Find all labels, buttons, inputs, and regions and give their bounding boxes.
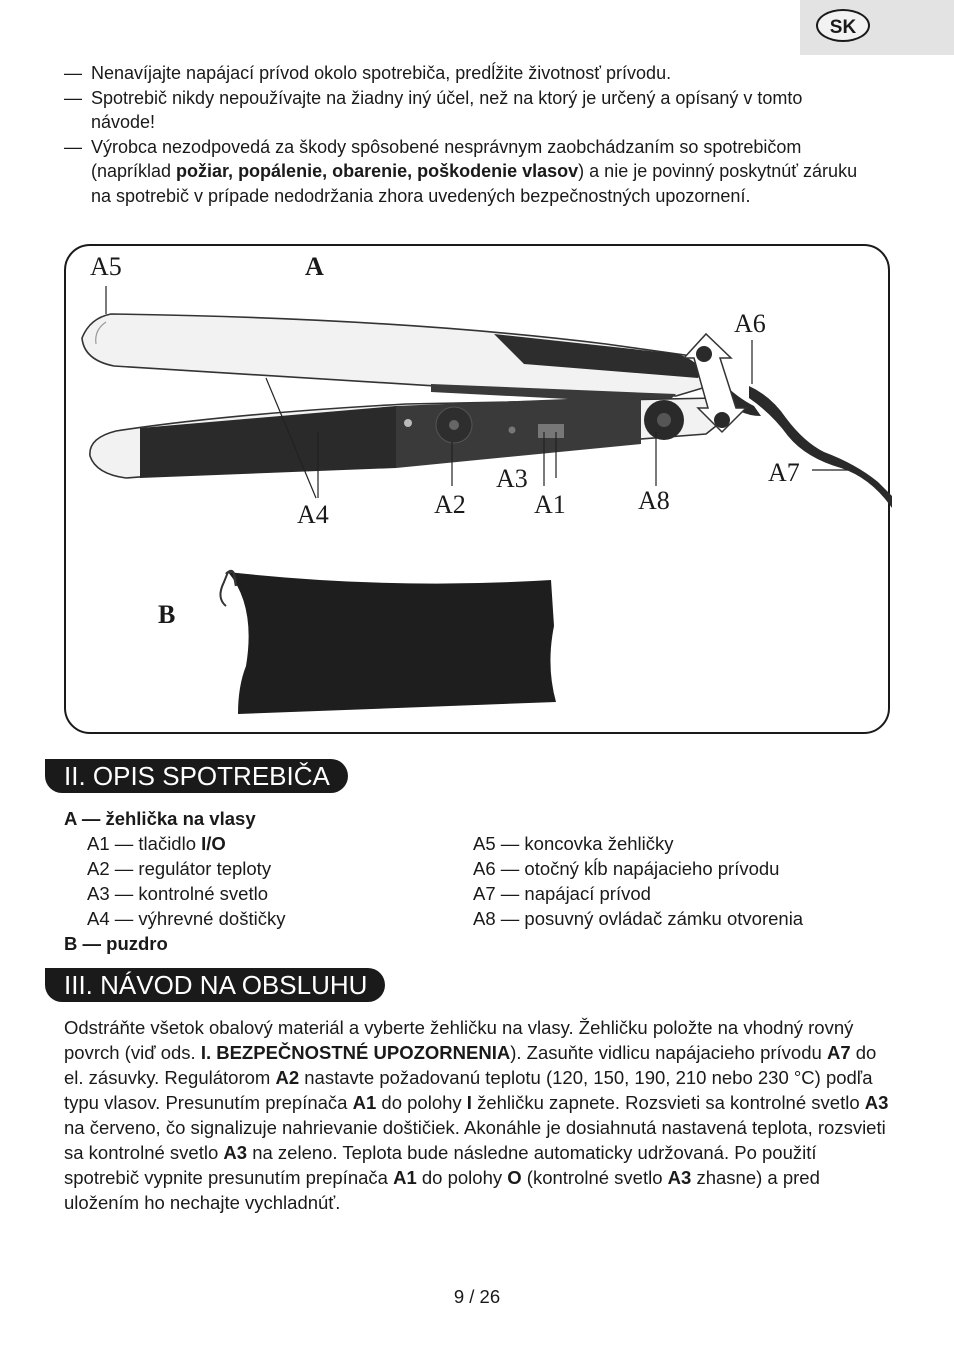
list-item: A2 — regulátor teploty — [87, 858, 272, 879]
list-item-bold: I/O — [201, 833, 226, 854]
warning-bold-text: požiar, popálenie, obarenie, poškodenie vlasov — [176, 161, 579, 181]
instruction-text-run: ). Zasuňte vidlicu napájacieho prívodu — [510, 1042, 827, 1063]
label-a7: A7 — [768, 458, 800, 487]
warning-text: ) a nie je povinný poskytnúť záruku na spotrebič v prípade nedodržania zhora uvedených bezpečnostných upozornení. — [91, 161, 858, 206]
instruction-text-run: zhasne) a pred uložením ho nechajte vychladnúť. — [64, 1167, 820, 1213]
instruction-bold-run: A3 — [667, 1167, 692, 1188]
instruction-text-run: žehličku zapnete. Rozsvieti sa kontrolné svetlo — [471, 1092, 865, 1113]
instruction-bold-run: O — [507, 1167, 522, 1188]
list-item — [64, 831, 464, 856]
instruction-bold-run: I. BEZPEČNOSTNÉ UPOZORNENIA — [200, 1042, 511, 1063]
warning-dash: — — [64, 63, 82, 83]
language-badge: SK — [816, 9, 870, 42]
group-b-heading: B — puzdro — [64, 933, 168, 954]
label-a4: A4 — [297, 500, 329, 529]
group-a-heading: A — žehlička na vlasy — [64, 808, 256, 829]
parts-list-right — [473, 831, 893, 931]
warning-dash: — — [64, 136, 82, 157]
instruction-text-run: na zeleno. Teplota bude následne automaticky udržovaná. Po použití spotrebič vypnite presunutím prepínača — [64, 1142, 817, 1188]
list-item: A7 — napájací prívod — [473, 883, 651, 904]
instructions-paragraph — [64, 1015, 894, 1215]
warning-text: Výrobca nezodpovedá za škody spôsobené nesprávnym zaobchádzaním so spotrebičom (napríklad — [91, 136, 802, 181]
instruction-bold-run: I — [466, 1092, 472, 1113]
pouch-illustration — [220, 571, 556, 714]
instruction-bold-run: A1 — [352, 1092, 377, 1113]
page-number: 9 / 26 — [453, 1286, 501, 1307]
instruction-text-run: (kontrolné svetlo — [521, 1167, 668, 1188]
list-item-text: A1 — tlačidlo — [87, 833, 202, 854]
label-a6: A6 — [734, 309, 766, 338]
label-a: A — [305, 252, 324, 281]
parts-list-left — [64, 806, 464, 956]
warning-item — [64, 135, 864, 209]
label-a3: A3 — [496, 464, 528, 493]
instruction-bold-run: A3 — [223, 1142, 248, 1163]
list-item: A3 — kontrolné svetlo — [87, 883, 268, 904]
warning-item — [64, 86, 864, 135]
label-a1: A1 — [534, 490, 566, 519]
language-tab — [800, 0, 954, 55]
list-item: A6 — otočný kĺb napájacieho prívodu — [473, 858, 780, 879]
list-item: A4 — výhrevné doštičky — [87, 908, 286, 929]
warning-dash: — — [64, 87, 82, 108]
instruction-text-run: Odstráňte všetok obalový materiál a vyberte žehličku na vlasy. Žehličku položte na vhodný rovný povrch (viď ods. — [64, 1017, 854, 1063]
instruction-text-run: nastavte požadovanú teplotu (120, 150, 190, 210 nebo 230 °C) podľa typu vlasov. Presunutím prepínača — [64, 1067, 873, 1113]
warning-text: Spotrebič nikdy nepoužívajte na žiadny iný účel, než na ktorý je určený a opísaný v tomto návode! — [91, 87, 803, 132]
label-a2: A2 — [434, 490, 466, 519]
instruction-text-run: do polohy — [376, 1092, 467, 1113]
instruction-bold-run: A3 — [864, 1092, 889, 1113]
section-title: II. OPIS SPOTREBIČA — [64, 761, 330, 791]
instruction-text-run: na červeno, čo signalizuje nahrievanie doštičiek. Akonáhle je dosiahnutá nastavená teplota, rozsvieti sa kontrolné svetlo — [64, 1117, 886, 1163]
instruction-text-run: do el. zásuvky. Regulátorom — [64, 1042, 877, 1088]
instruction-text-run: do polohy — [416, 1167, 508, 1188]
instruction-bold-run: A7 — [826, 1042, 851, 1063]
product-figure — [64, 244, 890, 734]
list-item: A8 — posuvný ovládač zámku otvorenia — [473, 908, 804, 929]
section-heading-instructions — [45, 968, 385, 1002]
label-a5: A5 — [90, 252, 122, 281]
figure-drawing — [66, 246, 892, 736]
label-b: B — [158, 600, 176, 629]
warning-text: Nenavíjajte napájací prívod okolo spotrebiča, predĺžite životnosť prívodu. — [91, 63, 672, 83]
instruction-bold-run: A1 — [393, 1167, 417, 1188]
instruction-bold-run: A2 — [275, 1067, 300, 1088]
section-title: III. NÁVOD NA OBSLUHU — [64, 970, 368, 1000]
warning-item — [64, 61, 864, 86]
section-heading-description — [45, 759, 348, 793]
list-item: A5 — koncovka žehličky — [473, 833, 674, 854]
label-a8: A8 — [638, 486, 670, 515]
safety-warnings — [64, 61, 864, 208]
